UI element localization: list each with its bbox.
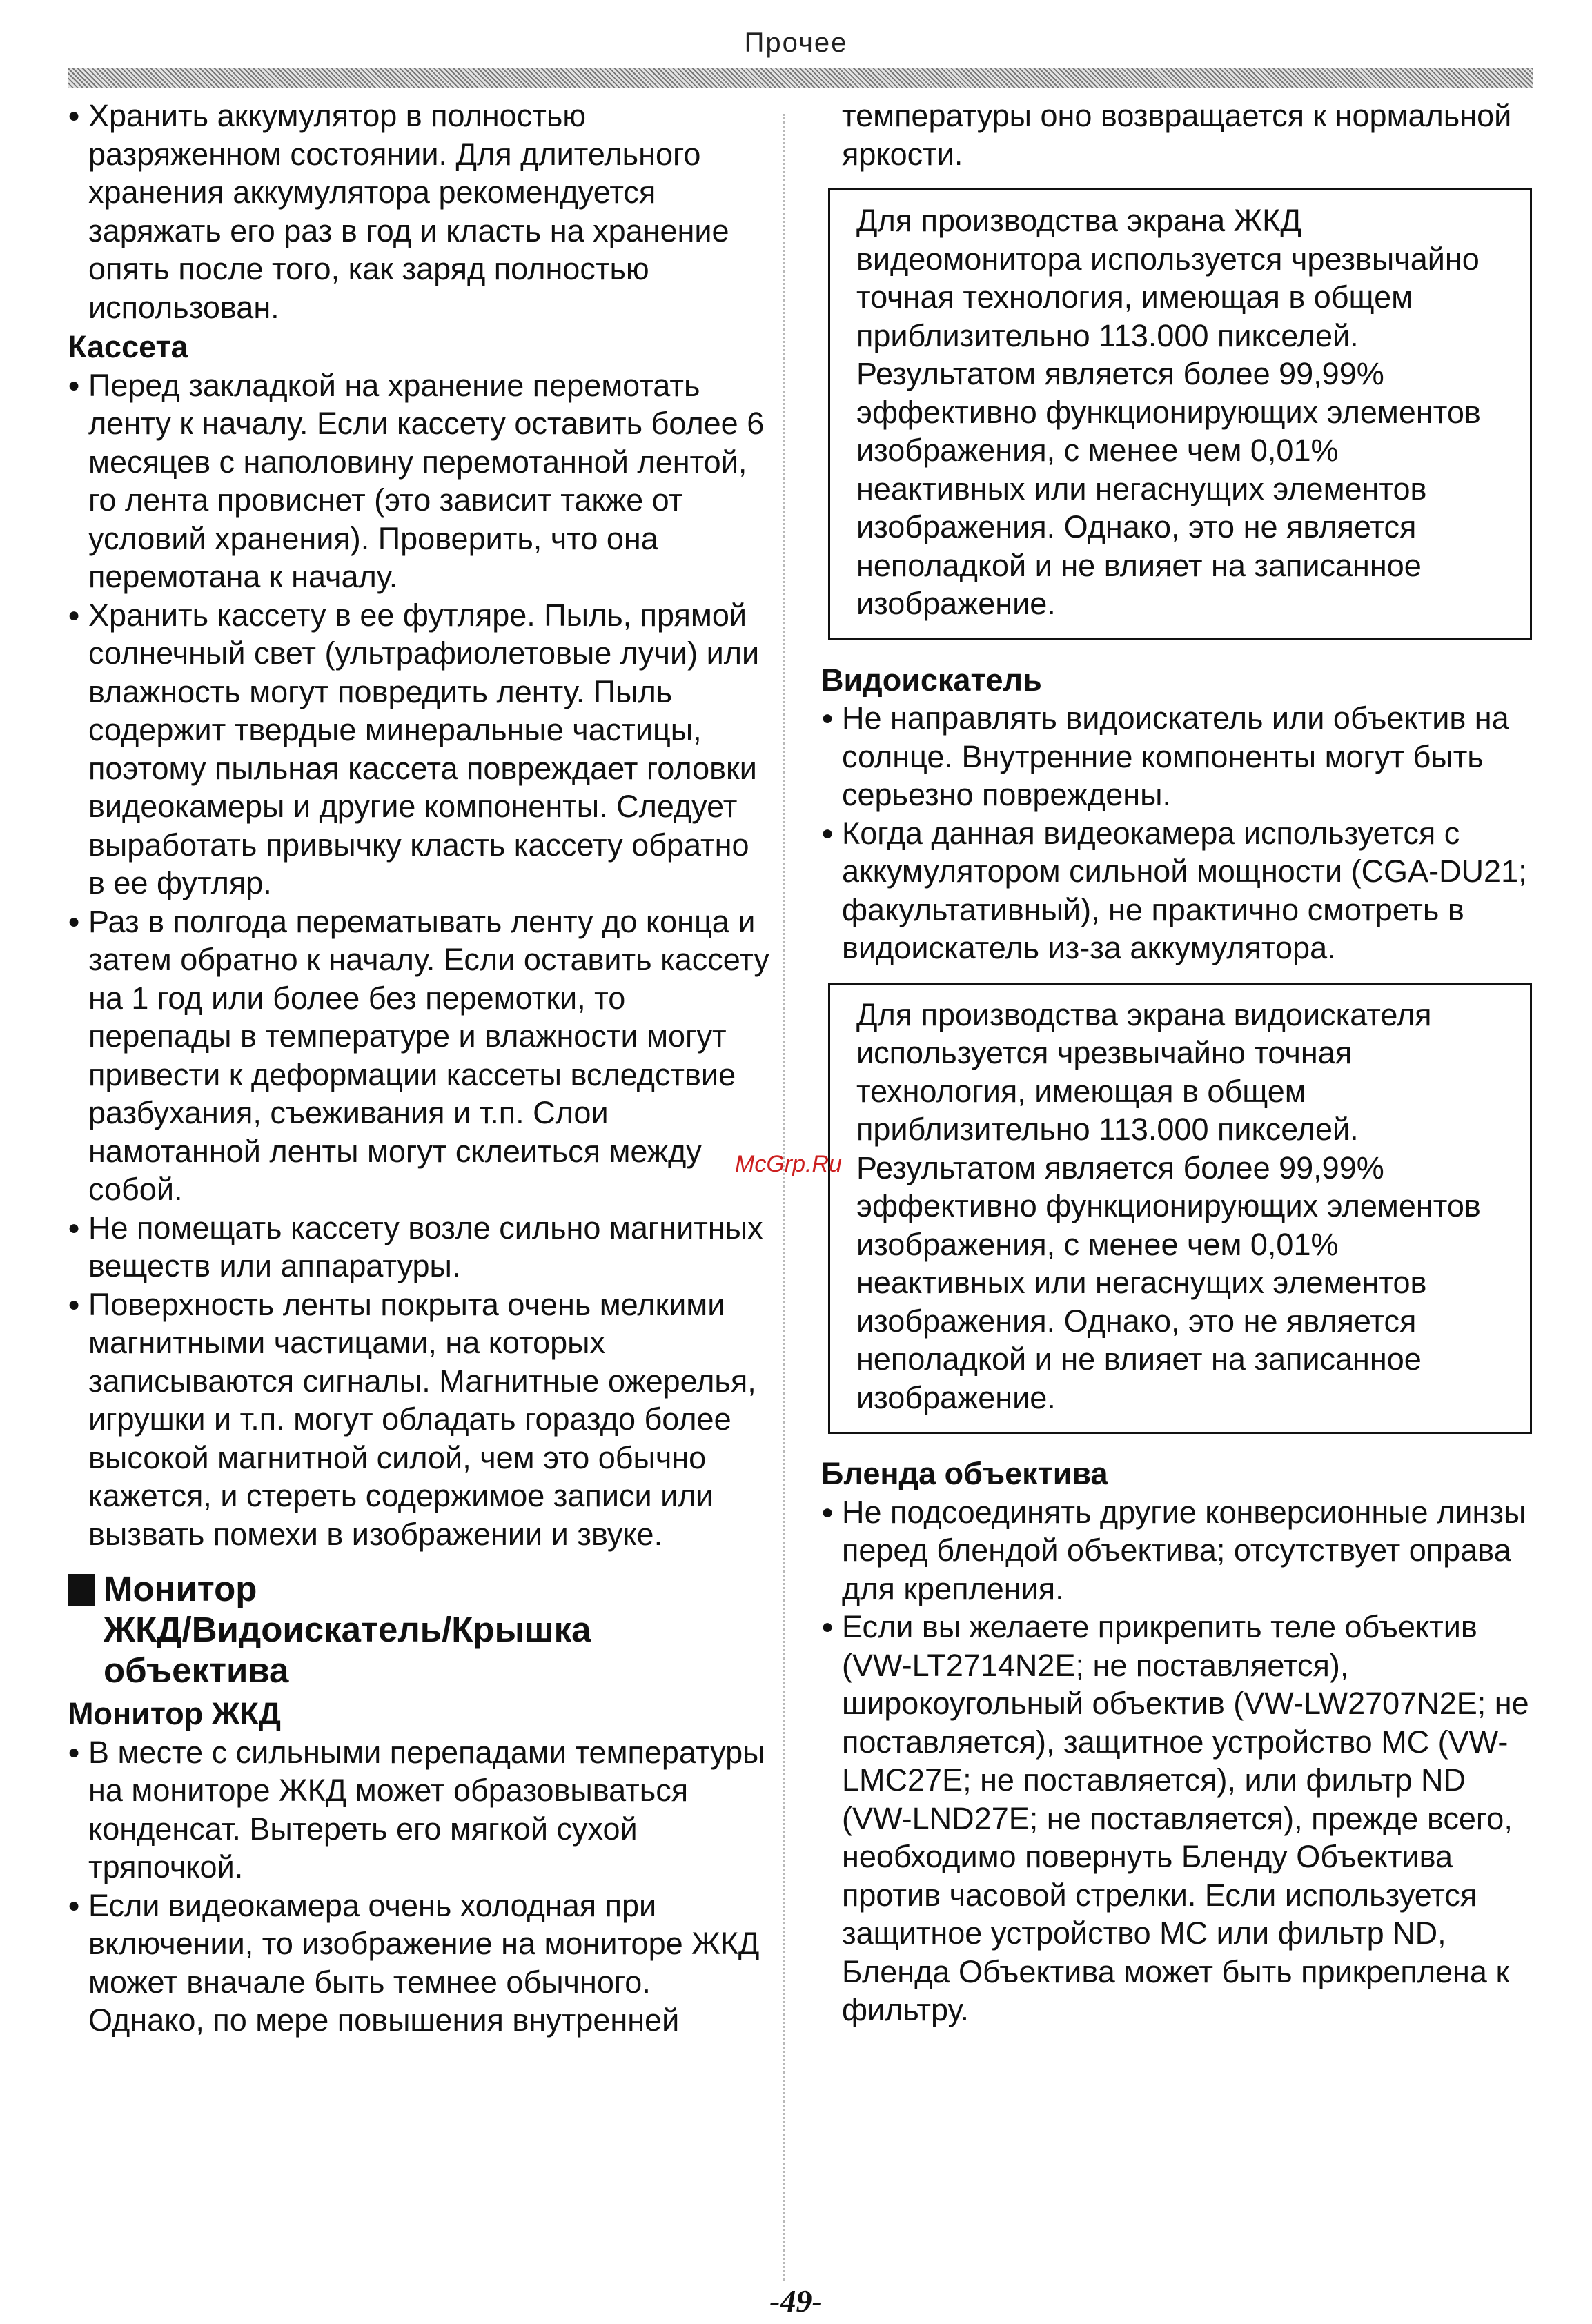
- cassette-bullet-2: ● Хранить кассету в ее футляре. Пыль, прямой солнечный свет (ультрафиолетовые лучи) или влажность могут повредить ленту. Пыль содержит твердые минеральные частицы, поэтому пыльная кассета повреждает головки видеокамеры и другие компоненты. Следует выработать привычку класть кассету обратно в ее футляр.: [68, 596, 772, 903]
- lcd-continuation-text: температуры оно возвращается к нормальной яркости.: [842, 98, 1512, 172]
- cassette-list: [68, 366, 772, 1554]
- battery-list: [68, 97, 772, 326]
- battery-bullet: ● Хранить аккумулятор в полностью разряженном состоянии. Для длительного хранения аккумулятора рекомендуется заряжать его раз в год и класть на хранение опять после того, как заряд полностью использован.: [68, 97, 772, 326]
- viewfinder-bullet-1: ● Не направлять видоискатель или объектив на солнце. Внутренние компоненты могут быть серьезно повреждены.: [821, 699, 1532, 814]
- viewfinder-list: [821, 699, 1532, 967]
- lcd-bullet-1: ● В месте с сильными перепадами температуры на мониторе ЖКД может образовываться конденсат. Вытереть его мягкой сухой тряпочкой.: [68, 1733, 772, 1887]
- lens-hood-heading: Бленда объектива: [821, 1456, 1108, 1491]
- watermark: McGrp.Ru: [735, 1151, 842, 1177]
- page-header-title: Прочее: [744, 28, 848, 58]
- cassette-bullet-1: ● Перед закладкой на хранение перемотать ленту к началу. Если кассету оставить более 6 месяцев с наполовину перемотанной лентой, го лента провиснет (это зависит также от условий хранения). Проверить, что она перемотана к началу.: [68, 366, 772, 596]
- lcd-bullet-2: ● Если видеокамера очень холодная при включении, то изображение на мониторе ЖКД может вначале быть темнее обычного. Однако, по мере повышения внутренней: [68, 1887, 772, 2040]
- left-column: [68, 97, 772, 2040]
- section-heading: [68, 1568, 772, 1691]
- viewfinder-note-box: Для производства экрана видоискателя используется чрезвычайно точная технология, имеющая в общем приблизительно 113.000 пикселей. Результатом является более 99,99% эффективно функционирующих элементов изображения, с менее чем 0,01% неактивных или негаснущих элементов изображения. Однако, это не является неполадкой и не влияет на записанное изображение.: [828, 983, 1532, 1435]
- lcd-note-box: Для производства экрана ЖКД видеомонитора используется чрезвычайно точная технология, имеющая в общем приблизительно 113.000 пикселей. Результатом является более 99,99% эффективно функционирующих элементов изображения, с менее чем 0,01% неактивных или негаснущих элементов изображения. Однако, это не является неполадкой и не влияет на записанное изображение.: [828, 188, 1532, 640]
- lens-hood-bullet-1: ● Не подсоединять другие конверсионные линзы перед блендой объектива; отсутствует оправа для крепления.: [821, 1493, 1532, 1608]
- lens-hood-list: [821, 1493, 1532, 2029]
- cassette-bullet-5: ● Поверхность ленты покрыта очень мелкими магнитными частицами, на которых записываются сигналы. Магнитные ожерелья, игрушки и т.п. могут обладать гораздо более высокой магнитной силой, чем это обычно кажется, и стереть содержимое записи или вызвать помехи в изображении и звуке.: [68, 1286, 772, 1554]
- cassette-bullet-4: ● Не помещать кассету возле сильно магнитных веществ или аппаратуры.: [68, 1209, 772, 1286]
- right-column: [821, 97, 1532, 2029]
- cassette-bullet-3: ● Раз в полгода перематывать ленту до конца и затем обратно к началу. Если оставить кассету на 1 год или более без перемотки, то перепады в температуре и влажности могут привести к деформации кассеты вследствие разбухания, съеживания и т.п. Слои намотанной ленты могут склеиться между собой.: [68, 903, 772, 1209]
- lens-hood-bullet-2: ● Если вы желаете прикрепить теле объектив (VW-LT2714N2E; не поставляется), широкоугольный объектив (VW-LW2707N2E; не поставляется), защитное устройство MC (VW-LMC27E; не поставляется), или фильтр ND (VW-LND27E; не поставляется), прежде всего, необходимо повернуть Бленду Объектива против часовой стрелки. Если используется защитное устройство MC или фильтр ND, Бленда Объектива может быть прикреплена к фильтру.: [821, 1608, 1532, 2029]
- section-heading-line-2: ЖКД/Видоискатель/Крышка: [104, 1610, 591, 1649]
- viewfinder-bullet-2: ● Когда данная видеокамера используется с аккумулятором сильной мощности (CGA-DU21; факультативный), не практично смотреть в видоискатель из-за аккумулятора.: [821, 814, 1532, 967]
- cassette-heading: Кассета: [68, 329, 188, 364]
- section-heading-line-1: Монитор: [104, 1569, 257, 1608]
- section-heading-line-3: объектива: [104, 1651, 289, 1690]
- page-number: -49-: [769, 2283, 823, 2318]
- lcd-list: [68, 1733, 772, 2040]
- section-square-icon: [68, 1574, 95, 1606]
- lcd-heading: Монитор ЖКД: [68, 1696, 281, 1731]
- header-divider-bar: [68, 68, 1533, 88]
- column-divider: [783, 114, 785, 2281]
- viewfinder-heading: Видоискатель: [821, 662, 1042, 698]
